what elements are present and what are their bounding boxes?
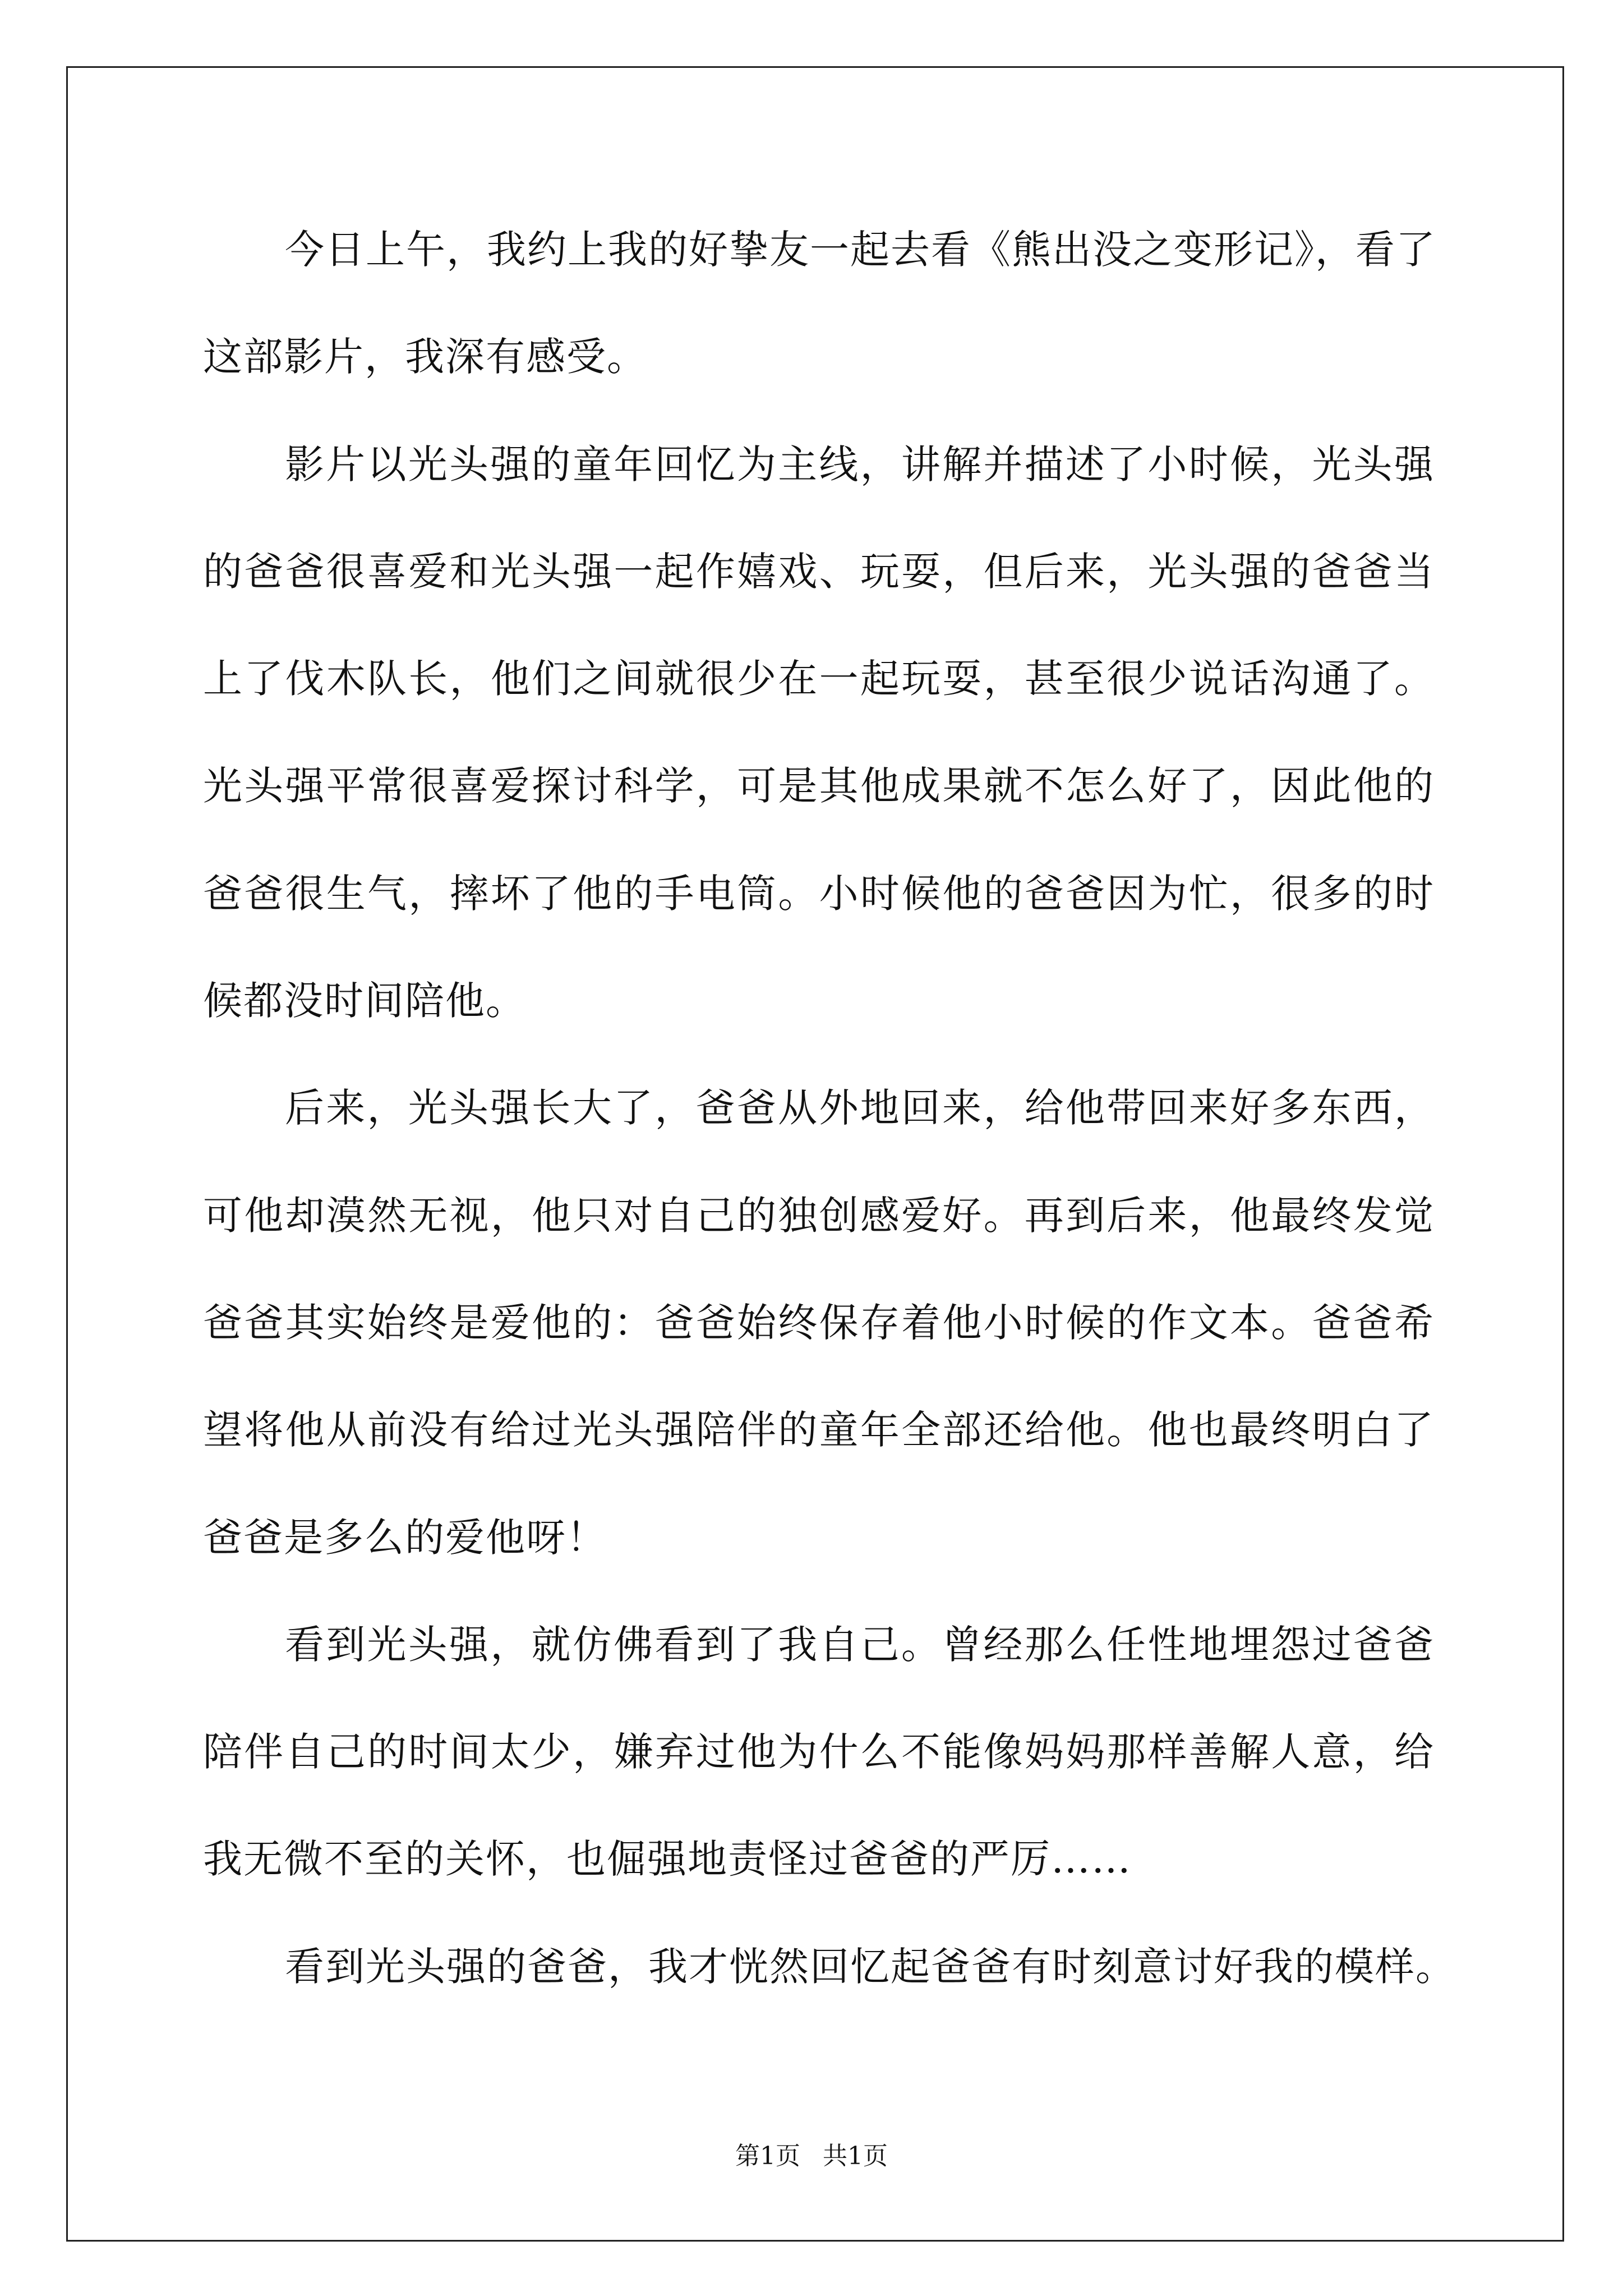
paragraph-line: 爸爸其实始终是爱他的：爸爸始终保存着他小时候的作文本。爸爸希 (203, 1299, 1435, 1346)
paragraph-line: 上了伐木队长，他们之间就很少在一起玩耍，甚至很少说话沟通了。 (203, 656, 1435, 702)
paragraph-line: 爸爸很生气，摔坏了他的手电筒。小时候他的爸爸因为忙，很多的时 (203, 870, 1435, 917)
paragraph-line: 看到光头强的爸爸，我才恍然回忆起爸爸有时刻意讨好我的模样。 (285, 1943, 1456, 1990)
paragraph-line: 光头强平常很喜爱探讨科学，可是其他成果就不怎么好了，因此他的 (203, 763, 1435, 809)
paragraph-line: 今日上午，我约上我的好挚友一起去看《熊出没之变形记》，看了 (285, 227, 1436, 273)
paragraph-line: 我无微不至的关怀，也倔强地责怪过爸爸的严厉…… (203, 1836, 1132, 1883)
paragraph-line: 可他却漠然无视，他只对自己的独创感爱好。再到后来，他最终发觉 (203, 1192, 1435, 1239)
paragraph-line: 这部影片，我深有感受。 (203, 334, 647, 380)
paragraph-line: 后来，光头强长大了，爸爸从外地回来，给他带回来好多东西， (285, 1085, 1435, 1131)
paragraph-4 (203, 1591, 1435, 1913)
total-pages-label: 共1页 (823, 2142, 888, 2170)
paragraph-line: 影片以光头强的童年回忆为主线，讲解并描述了小时候，光头强 (285, 441, 1435, 487)
paragraph-line: 候都没时间陪他。 (203, 978, 526, 1024)
paragraph-line: 陪伴自己的时间太少，嫌弃过他为什么不能像妈妈那样善解人意，给 (203, 1729, 1435, 1775)
page-number-label: 第1页 (735, 2142, 800, 2170)
paragraph-3 (203, 1055, 1435, 1591)
paragraph-line: 望将他从前没有给过光头强陪伴的童年全部还给他。他也最终明白了 (203, 1407, 1435, 1453)
paragraph-line: 爸爸是多么的爱他呀！ (203, 1514, 607, 1561)
document-body (203, 196, 1456, 2021)
paragraph-line: 看到光头强，就仿佛看到了我自己。曾经那么任性地埋怨过爸爸 (285, 1621, 1435, 1668)
page-footer (0, 2139, 1623, 2173)
paragraph-line: 的爸爸很喜爱和光头强一起作嬉戏、玩耍，但后来，光头强的爸爸当 (203, 548, 1435, 595)
paragraph-1 (203, 196, 1435, 411)
paragraph-5 (203, 1913, 1456, 2021)
paragraph-2 (203, 411, 1435, 1055)
